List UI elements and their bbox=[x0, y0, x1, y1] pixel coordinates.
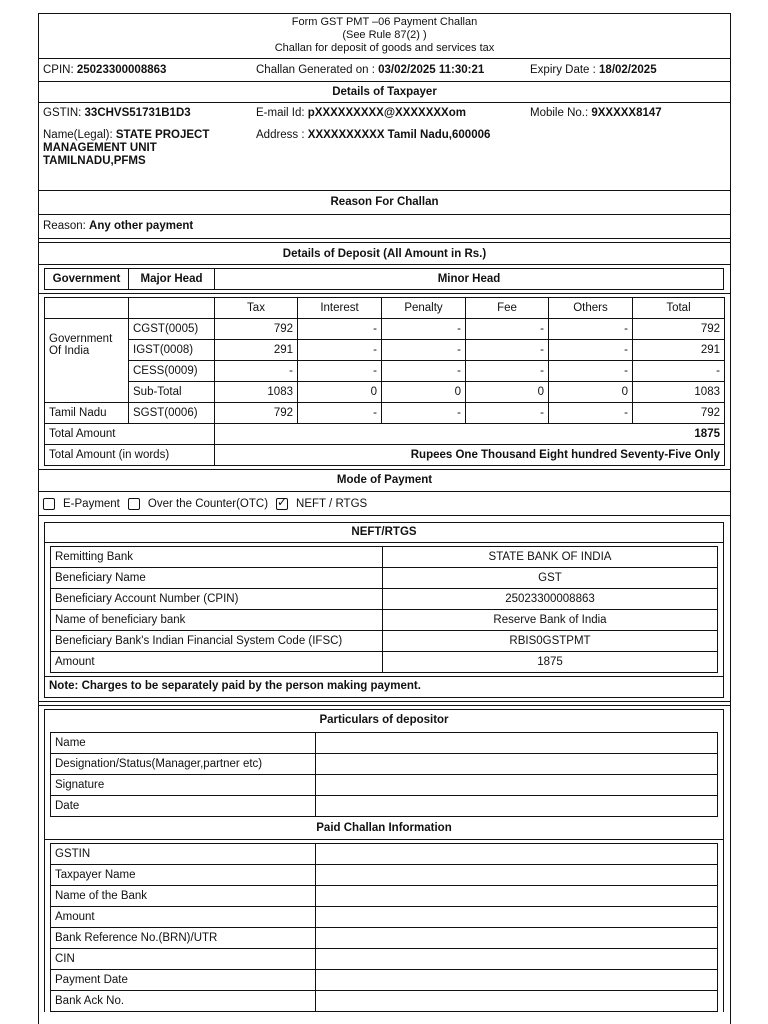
paid-value-field[interactable] bbox=[316, 886, 718, 907]
legal-name-label: Name(Legal): bbox=[43, 129, 116, 141]
table-row bbox=[51, 970, 718, 991]
option-otc[interactable] bbox=[128, 498, 268, 510]
paid-value-field[interactable] bbox=[316, 865, 718, 886]
cell-value: 1083 bbox=[215, 382, 298, 403]
address-value: XXXXXXXXXX Tamil Nadu,600006 bbox=[307, 129, 491, 141]
table-row bbox=[51, 568, 718, 589]
neft-value-cell: Reserve Bank of India bbox=[383, 610, 718, 631]
paid-value-field[interactable] bbox=[316, 949, 718, 970]
cell-value: - bbox=[382, 361, 466, 382]
table-row bbox=[51, 928, 718, 949]
cell-value: 291 bbox=[215, 340, 298, 361]
cell-value: - bbox=[298, 361, 382, 382]
cell-value: - bbox=[549, 340, 633, 361]
col-penalty: Penalty bbox=[382, 298, 466, 319]
legal-name-line2: MANAGEMENT UNIT bbox=[43, 142, 157, 154]
table-row bbox=[51, 631, 718, 652]
paid-value-field[interactable] bbox=[316, 907, 718, 928]
taxpayer-section-title: Details of Taxpayer bbox=[39, 82, 730, 103]
cell-value: - bbox=[549, 319, 633, 340]
neft-table-wrap bbox=[45, 543, 723, 677]
email-label: E-mail Id: bbox=[256, 107, 308, 119]
paid-label: Bank Reference No.(BRN)/UTR bbox=[51, 928, 316, 949]
total-words-value: Rupees One Thousand Eight hundred Seventy-Five Only bbox=[215, 445, 725, 466]
challan-meta-row bbox=[39, 59, 730, 82]
neft-value-cell: 1875 bbox=[383, 652, 718, 673]
col-fee: Fee bbox=[466, 298, 549, 319]
mode-options bbox=[39, 492, 730, 516]
deposit-head-wrap bbox=[39, 265, 730, 294]
paid-value-field[interactable] bbox=[316, 928, 718, 949]
neft-label-cell: Amount bbox=[51, 652, 383, 673]
total-words-label: Total Amount (in words) bbox=[45, 445, 215, 466]
depositor-label: Name bbox=[51, 733, 316, 754]
neft-label-cell: Beneficiary Bank's Indian Financial System Code (IFSC) bbox=[51, 631, 383, 652]
reason-row bbox=[39, 215, 730, 239]
cell-value: - bbox=[298, 403, 382, 424]
paid-label: GSTIN bbox=[51, 844, 316, 865]
cell-value: - bbox=[382, 319, 466, 340]
legal-name-line1: STATE PROJECT bbox=[115, 129, 210, 141]
email bbox=[256, 107, 530, 120]
reason-label: Reason: bbox=[43, 220, 90, 232]
option-neft[interactable] bbox=[276, 494, 368, 510]
depositor-label: Date bbox=[51, 796, 316, 817]
cell-value: - bbox=[215, 361, 298, 382]
depositor-box bbox=[44, 709, 724, 1012]
depositor-wrap bbox=[39, 705, 730, 1012]
depositor-value-field[interactable] bbox=[316, 754, 718, 775]
table-row bbox=[51, 652, 718, 673]
neft-checkbox[interactable] bbox=[276, 494, 288, 510]
neft-box bbox=[44, 522, 724, 698]
epayment-label: E-Payment bbox=[63, 497, 120, 510]
deposit-table bbox=[44, 297, 725, 466]
neft-value-cell: 25023300008863 bbox=[383, 589, 718, 610]
table-row bbox=[51, 610, 718, 631]
depositor-value-field[interactable] bbox=[316, 733, 718, 754]
taxpayer-details bbox=[39, 103, 730, 191]
col-major-head: Major Head bbox=[129, 269, 215, 290]
major-head: Sub-Total bbox=[129, 382, 215, 403]
table-row bbox=[45, 382, 725, 403]
col-minor-head: Minor Head bbox=[215, 269, 724, 290]
address-label: Address : bbox=[256, 129, 308, 141]
table-row bbox=[51, 907, 718, 928]
deposit-head-table bbox=[44, 268, 724, 290]
deposit-section-title: Details of Deposit (All Amount in Rs.) bbox=[39, 242, 730, 265]
paid-value-field[interactable] bbox=[316, 844, 718, 865]
paid-label: CIN bbox=[51, 949, 316, 970]
major-head: IGST(0008) bbox=[129, 340, 215, 361]
cell-value: 0 bbox=[466, 382, 549, 403]
table-row bbox=[45, 319, 725, 340]
paid-table bbox=[50, 843, 718, 1012]
table-row bbox=[51, 949, 718, 970]
cell-value: - bbox=[298, 340, 382, 361]
neft-note: Note: Charges to be separately paid by the person making payment. bbox=[49, 680, 421, 692]
neft-value-cell: GST bbox=[383, 568, 718, 589]
deposit-table-wrap bbox=[39, 294, 730, 470]
gstin-value: 33CHVS51731B1D3 bbox=[84, 107, 191, 119]
cpin-value: 25023300008863 bbox=[76, 64, 167, 76]
cell-value: - bbox=[633, 361, 725, 382]
major-head: CGST(0005) bbox=[129, 319, 215, 340]
cell-value: - bbox=[466, 403, 549, 424]
table-row bbox=[51, 754, 718, 775]
neft-title: NEFT/RTGS bbox=[45, 523, 723, 543]
neft-value-cell: RBIS0GSTPMT bbox=[383, 631, 718, 652]
cell-value: - bbox=[382, 340, 466, 361]
cell-value: 792 bbox=[215, 319, 298, 340]
epayment-checkbox[interactable] bbox=[43, 498, 55, 510]
cell-value: 792 bbox=[633, 403, 725, 424]
option-epayment[interactable] bbox=[43, 498, 120, 510]
depositor-table-wrap bbox=[45, 732, 723, 817]
generated-value: 03/02/2025 11:30:21 bbox=[378, 64, 485, 76]
depositor-value-field[interactable] bbox=[316, 775, 718, 796]
expiry-date bbox=[530, 64, 657, 76]
cell-value: 792 bbox=[633, 319, 725, 340]
cell-value: 0 bbox=[382, 382, 466, 403]
table-row bbox=[51, 589, 718, 610]
table-row bbox=[51, 886, 718, 907]
otc-label: Over the Counter(OTC) bbox=[147, 497, 269, 510]
mode-section-title: Mode of Payment bbox=[39, 470, 730, 492]
gov-india-cell: Government Of India bbox=[45, 319, 129, 403]
depositor-table bbox=[50, 732, 718, 817]
depositor-title: Particulars of depositor bbox=[319, 714, 449, 726]
cell-value: - bbox=[382, 403, 466, 424]
generated-label: Challan Generated on : bbox=[256, 64, 379, 76]
depositor-value-field[interactable] bbox=[316, 796, 718, 817]
address bbox=[256, 129, 530, 142]
gstin bbox=[43, 107, 256, 120]
mobile bbox=[530, 107, 662, 120]
table-row bbox=[51, 865, 718, 886]
reason-value: Any other payment bbox=[89, 220, 194, 232]
cpin-label: CPIN: bbox=[43, 64, 77, 76]
generated-on bbox=[256, 64, 530, 76]
paid-label: Taxpayer Name bbox=[51, 865, 316, 886]
neft-label-cell: Beneficiary Name bbox=[51, 568, 383, 589]
col-total: Total bbox=[633, 298, 725, 319]
cell-value: - bbox=[466, 340, 549, 361]
col-interest: Interest bbox=[298, 298, 382, 319]
expiry-label: Expiry Date : bbox=[530, 64, 600, 76]
total-amount-row bbox=[45, 424, 725, 445]
cell-value: - bbox=[466, 361, 549, 382]
paid-label: Name of the Bank bbox=[51, 886, 316, 907]
mobile-value: 9XXXXX8147 bbox=[591, 107, 662, 119]
table-row bbox=[51, 844, 718, 865]
table-row bbox=[51, 991, 718, 1012]
cpin bbox=[43, 64, 256, 76]
paid-title: Paid Challan Information bbox=[316, 822, 452, 834]
cell-value: - bbox=[466, 319, 549, 340]
major-head: SGST(0006) bbox=[129, 403, 215, 424]
blank-cell bbox=[45, 298, 129, 319]
table-row bbox=[45, 340, 725, 361]
major-head: CESS(0009) bbox=[129, 361, 215, 382]
cell-value: - bbox=[298, 319, 382, 340]
reason-section-title: Reason For Challan bbox=[39, 191, 730, 215]
paid-value-field[interactable] bbox=[316, 991, 718, 1012]
col-government: Government bbox=[45, 269, 129, 290]
cell-value: - bbox=[549, 361, 633, 382]
table-row bbox=[45, 403, 725, 424]
depositor-label: Signature bbox=[51, 775, 316, 796]
neft-label-cell: Remitting Bank bbox=[51, 547, 383, 568]
cell-value: 291 bbox=[633, 340, 725, 361]
table-row bbox=[51, 796, 718, 817]
email-value: pXXXXXXXXX@XXXXXXXom bbox=[307, 107, 466, 119]
paid-table-wrap bbox=[45, 839, 723, 1012]
total-amount-label: Total Amount bbox=[45, 424, 215, 445]
depositor-label: Designation/Status(Manager,partner etc) bbox=[51, 754, 316, 775]
neft-label-cell: Name of beneficiary bank bbox=[51, 610, 383, 631]
neft-label-cell: Beneficiary Account Number (CPIN) bbox=[51, 589, 383, 610]
total-words-row bbox=[45, 445, 725, 466]
neft-wrap bbox=[39, 516, 730, 702]
form-rule: (See Rule 87(2) ) bbox=[342, 29, 427, 41]
paid-label: Amount bbox=[51, 907, 316, 928]
cell-value: - bbox=[549, 403, 633, 424]
cell-value: 1083 bbox=[633, 382, 725, 403]
check-icon: ✓ bbox=[277, 494, 288, 509]
expiry-value: 18/02/2025 bbox=[599, 64, 657, 76]
state-gov-cell: Tamil Nadu bbox=[45, 403, 129, 424]
neft-label: NEFT / RTGS bbox=[296, 497, 368, 510]
legal-name-line3: TAMILNADU,PFMS bbox=[43, 155, 146, 167]
cell-value: 0 bbox=[549, 382, 633, 403]
form-title: Form GST PMT –06 Payment Challan bbox=[291, 16, 478, 28]
neft-table bbox=[50, 546, 718, 673]
paid-label: Payment Date bbox=[51, 970, 316, 991]
table-row bbox=[45, 361, 725, 382]
paid-label: Bank Ack No. bbox=[51, 991, 316, 1012]
table-row bbox=[51, 733, 718, 754]
table-row bbox=[51, 775, 718, 796]
gstin-label: GSTIN: bbox=[43, 107, 85, 119]
cell-value: 0 bbox=[298, 382, 382, 403]
col-tax: Tax bbox=[215, 298, 298, 319]
form-header bbox=[39, 14, 730, 59]
challan-form bbox=[38, 13, 731, 1024]
table-row bbox=[51, 547, 718, 568]
form-subtitle: Challan for deposit of goods and services tax bbox=[274, 42, 495, 54]
col-others: Others bbox=[549, 298, 633, 319]
total-amount-value: 1875 bbox=[215, 424, 725, 445]
legal-name bbox=[43, 129, 256, 142]
neft-value-cell: STATE BANK OF INDIA bbox=[383, 547, 718, 568]
mobile-label: Mobile No.: bbox=[530, 107, 592, 119]
paid-value-field[interactable] bbox=[316, 970, 718, 991]
blank-cell bbox=[129, 298, 215, 319]
cell-value: 792 bbox=[215, 403, 298, 424]
deposit-subheader-row bbox=[45, 298, 725, 319]
otc-checkbox[interactable] bbox=[128, 498, 140, 510]
